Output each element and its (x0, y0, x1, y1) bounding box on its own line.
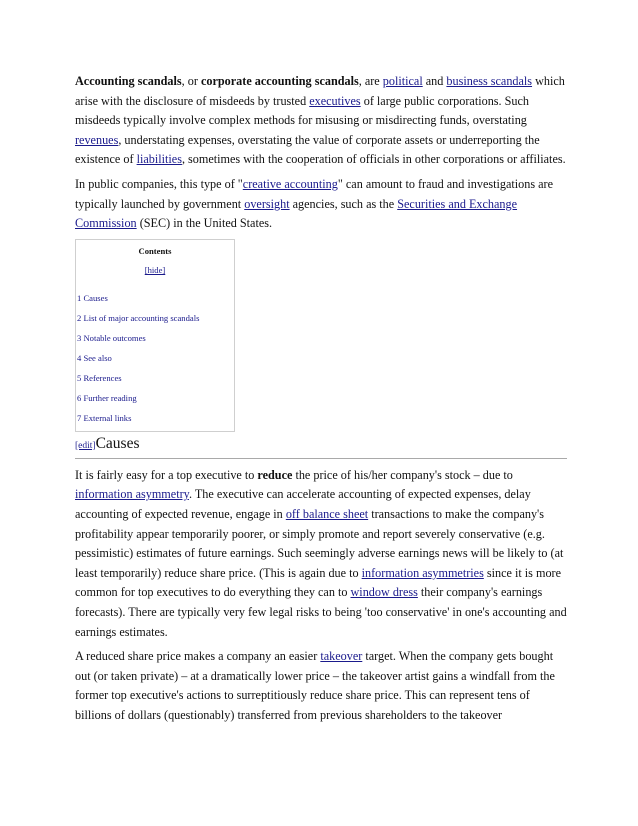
table-of-contents (75, 239, 235, 432)
toc-item-see-also[interactable]: 4 See also (77, 352, 112, 363)
section-title: Causes (95, 434, 140, 452)
link-sec[interactable]: Securities and Exchange Commission (75, 196, 518, 231)
term-reduce: reduce (257, 467, 293, 482)
link-information-asymmetry[interactable]: information asymmetry (75, 487, 189, 502)
intro-paragraph-2 (75, 175, 567, 234)
text: transactions to make the company's profitability appear temporarily poorer, or simply promote and report severely conservative (e.g. pessimistic) estimates of future earnings. Such seemingly adverse earnings news will be likely to (at least temporarily) reduce share price. (This is again due to (75, 506, 564, 580)
intro-paragraph-1 (75, 72, 567, 170)
text: (SEC) in the United States. (136, 216, 273, 231)
text: . The executive can accelerate accounting of expected expenses, delay accounting of expected revenue, engage in (75, 487, 531, 521)
link-window-dress[interactable]: window dress (350, 585, 418, 600)
term-corporate-accounting-scandals: corporate accounting scandals (200, 74, 359, 88)
link-oversight[interactable]: oversight (244, 196, 290, 211)
toc-hide-link[interactable]: [hide] (144, 264, 166, 275)
toc-hide-toggle (76, 265, 234, 275)
toc-item-external-links[interactable]: 7 External links (77, 412, 132, 423)
link-creative-accounting[interactable]: creative accounting (242, 176, 338, 191)
text: , sometimes with the cooperation of officials in other corporations or affiliates. (181, 152, 566, 167)
link-revenues[interactable]: revenues (75, 132, 119, 147)
text: In public companies, this type of " (75, 176, 243, 191)
text: A reduced share price makes a company an easier (75, 649, 321, 664)
causes-paragraph-2 (75, 647, 567, 725)
toc-item-references[interactable]: 5 References (77, 372, 122, 383)
text: , understating expenses, overstating the value of corporate assets or underreporting the existence of (75, 132, 540, 167)
text: their company's earnings forecasts). There are typically very few legal risks to being 'too conservative' in one's accounting and earnings estimates. (75, 585, 567, 639)
link-political[interactable]: political (382, 74, 423, 88)
text: " can amount to fraud and investigations are typically launched by government (75, 176, 554, 211)
term-accounting-scandals: Accounting scandals (75, 74, 182, 88)
toc-item-further-reading[interactable]: 6 Further reading (77, 392, 137, 403)
toc-item-causes[interactable]: 1 Causes (77, 292, 108, 303)
text: since it is more common for top executives to do everything they can to (75, 565, 561, 600)
link-executives[interactable]: executives (309, 93, 361, 108)
toc-item-list-of-scandals[interactable]: 2 List of major accounting scandals (77, 312, 200, 323)
text: target. When the company gets bought out (or taken private) – at a dramatically lower price – the takeover artist gains a windfall from the former top executive's actions to surreptitiously reduce share price. This can represent tens of billions of dollars (questionably) transferred from previous shareholders to the takeover (75, 649, 555, 722)
link-information-asymmetries[interactable]: information asymmetries (361, 565, 484, 580)
toc-item-notable-outcomes[interactable]: 3 Notable outcomes (77, 332, 146, 343)
text: agencies, such as the (289, 196, 398, 211)
text: It is fairly easy for a top executive to (75, 467, 258, 482)
link-liabilities[interactable]: liabilities (136, 152, 182, 167)
link-off-balance-sheet[interactable]: off balance sheet (285, 506, 369, 521)
causes-paragraph-1 (75, 466, 567, 642)
text: and (422, 74, 447, 88)
text: which arise with the disclosure of misdeeds by trusted (75, 74, 565, 108)
text: the price of his/her company's stock – due to (292, 467, 513, 482)
link-business-scandals[interactable]: business scandals (446, 74, 533, 88)
text: of large public corporations. Such misdeeds typically involve complex methods for misusing or misdirecting funds, overstating (75, 93, 529, 128)
edit-link[interactable]: [edit] (75, 440, 96, 451)
article-body (75, 72, 567, 730)
link-takeover[interactable]: takeover (320, 649, 363, 664)
text: , are (358, 74, 383, 88)
toc-title: Contents (138, 245, 172, 256)
section-heading-causes (75, 434, 567, 459)
text: , or (181, 74, 201, 88)
